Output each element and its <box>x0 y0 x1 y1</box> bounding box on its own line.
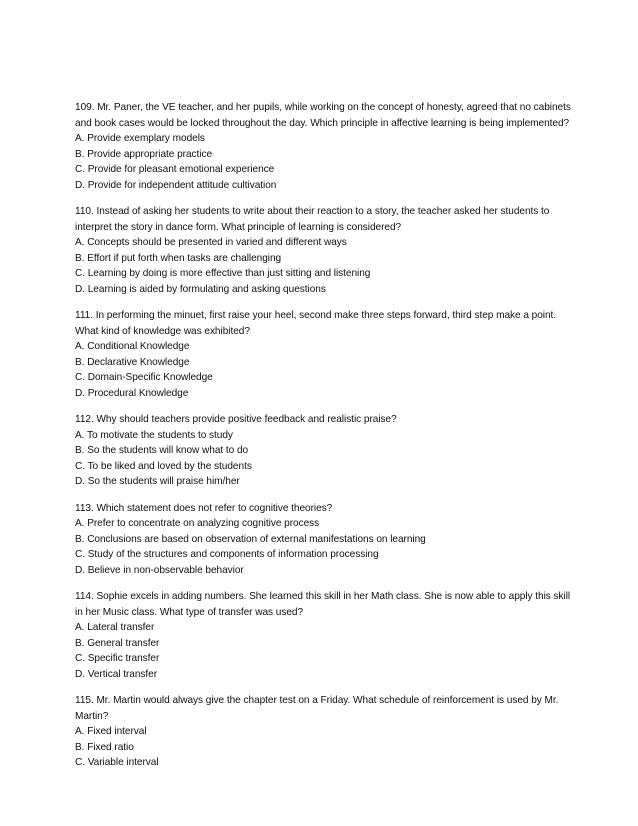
question-112 <box>75 412 575 490</box>
question-115 <box>75 693 575 771</box>
question-113 <box>75 501 575 579</box>
answer-option-a: A. Fixed interval <box>75 726 147 737</box>
answer-option-b: B. General transfer <box>75 637 160 649</box>
answer-option-d: D. Believe in non-observable behavior <box>75 564 244 576</box>
answer-option-c: C. Study of the structures and components of information processing <box>75 549 379 560</box>
answer-option-c: C. To be liked and loved by the students <box>75 460 252 472</box>
question-stem: 115. Mr. Martin would always give the chapter test on a Friday. What schedule of reinforcement is used by Mr. Martin? <box>75 695 559 722</box>
answer-option-c: C. Specific transfer <box>75 653 160 664</box>
answer-option-b: B. Conclusions are based on observation of external manifestations on learning <box>75 533 426 545</box>
question-stem: 112. Why should teachers provide positive feedback and realistic praise? <box>75 414 397 425</box>
answer-option-d: D. So the students will praise him/her <box>75 476 240 487</box>
answer-option-a: A. Lateral transfer <box>75 622 155 633</box>
answer-option-c: C. Learning by doing is more effective than just sitting and listening <box>75 268 371 279</box>
answer-options <box>75 339 575 401</box>
answer-option-c: C. Variable interval <box>75 757 159 768</box>
answer-option-c: C. Domain-Specific Knowledge <box>75 372 213 383</box>
answer-option-a: A. Prefer to concentrate on analyzing cognitive process <box>75 518 320 529</box>
answer-options <box>75 131 575 193</box>
answer-option-a: A. Conditional Knowledge <box>75 341 190 352</box>
answer-option-b: B. Effort if put forth when tasks are challenging <box>75 252 282 264</box>
answer-options <box>75 235 575 297</box>
answer-option-d: D. Provide for independent attitude cultivation <box>75 179 277 191</box>
question-109 <box>75 100 575 193</box>
question-110 <box>75 204 575 297</box>
answer-option-d: D. Learning is aided by formulating and asking questions <box>75 283 326 295</box>
answer-options <box>75 516 575 578</box>
question-list <box>75 100 575 782</box>
answer-option-a: A. Provide exemplary models <box>75 133 205 144</box>
question-stem: 111. In performing the minuet, first raise your heel, second make three steps forward, third step make a point. What kind of knowledge was exhibited? <box>75 310 557 337</box>
answer-option-b: B. Fixed ratio <box>75 741 134 753</box>
answer-option-b: B. Provide appropriate practice <box>75 148 213 160</box>
question-stem: 110. Instead of asking her students to write about their reaction to a story, the teacher asked her students to interpret the story in dance form. What principle of learning is considered? <box>75 206 550 233</box>
question-stem: 109. Mr. Paner, the VE teacher, and her pupils, while working on the concept of honesty, agreed that no cabinets and book cases would be locked throughout the day. Which principle in affective learning is being implemented? <box>75 102 571 129</box>
question-stem: 114. Sophie excels in adding numbers. She learned this skill in her Math class. She is now able to apply this skill in her Music class. What type of transfer was used? <box>75 591 571 618</box>
answer-option-d: D. Vertical transfer <box>75 668 158 680</box>
question-114 <box>75 589 575 682</box>
answer-option-a: A. Concepts should be presented in varied and different ways <box>75 237 347 248</box>
answer-option-a: A. To motivate the students to study <box>75 429 233 441</box>
answer-options <box>75 724 575 771</box>
answer-options <box>75 620 575 682</box>
question-111 <box>75 308 575 401</box>
answer-option-c: C. Provide for pleasant emotional experience <box>75 164 275 175</box>
answer-option-b: B. Declarative Knowledge <box>75 356 190 368</box>
answer-options <box>75 428 575 490</box>
answer-option-d: D. Procedural Knowledge <box>75 387 189 399</box>
question-stem: 113. Which statement does not refer to cognitive theories? <box>75 502 333 514</box>
answer-option-b: B. So the students will know what to do <box>75 445 249 456</box>
